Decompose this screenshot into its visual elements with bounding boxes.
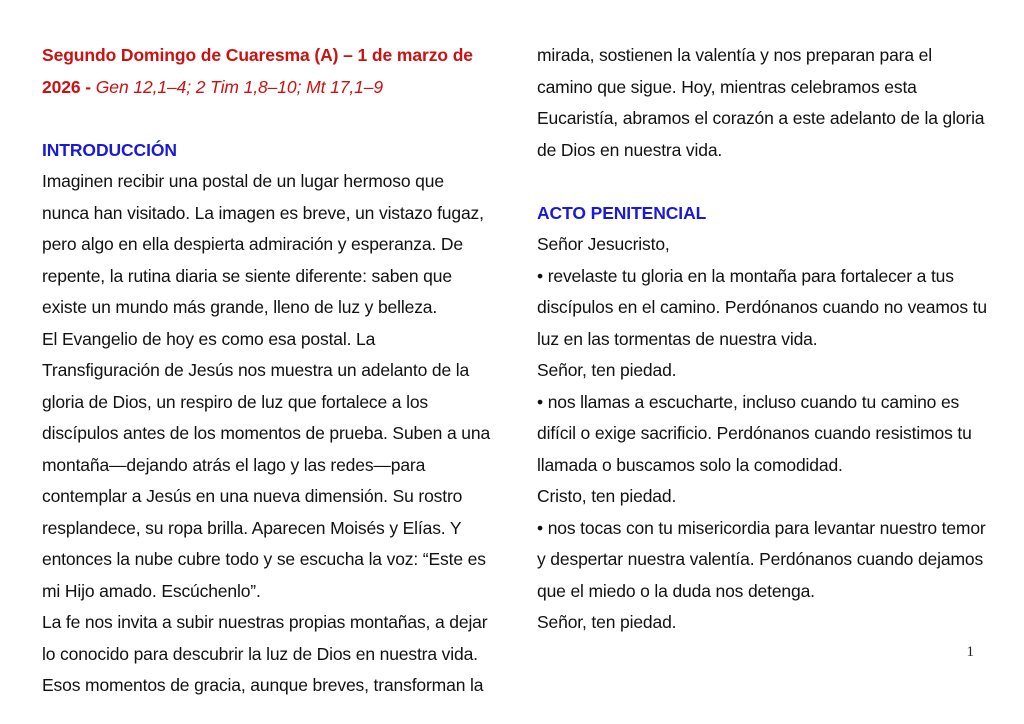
heading-introduccion: INTRODUCCIÓN [42,139,177,160]
petition-2-text: • nos llamas a escucharte, incluso cuando tu camino es difícil o exige sacrificio. Perdónanos cuando resistimos tu llamada o buscamos solo la comodidad. [537,391,977,475]
scripture-references: Gen 12,1–4; 2 Tim 1,8–10; Mt 17,1–9 [95,76,384,97]
left-column [42,40,495,702]
petition-3-response: Señor, ten piedad. [537,612,677,632]
right-column [537,40,992,639]
invocation-opening: Señor Jesucristo, [537,234,670,254]
title-gap-spacer [42,103,492,135]
petition-1-response: Señor, ten piedad. [537,360,677,380]
paragraph-introduccion-2: El Evangelio de hoy es como esa postal. La Transfiguración de Jesús nos muestra un adelanto de la gloria de Dios, un respiro de luz que fortalece a los discípulos antes de los momentos de prueba. Suben a una montaña—dejando atrás el lago y las redes—para contemplar a Jesús en una nueva dimensión. Su rostro resplandece, su ropa brilla. Aparecen Moisés y Elías. Y entonces la nube cubre todo y se escucha la voz: “Este es mi Hijo amado. Escúchenlo”. [42,328,495,601]
document-title [42,40,492,103]
paragraph-introduccion-continuation: mirada, sostienen la valentía y nos preparan para el camino que sigue. Hoy, mientras celebramos esta Eucaristía, abramos el corazón a este adelanto de la gloria de Dios en nuestra vida. [537,45,990,160]
petition-2-response: Cristo, ten piedad. [537,486,677,506]
page-number: 1 [966,644,974,660]
two-column-layout [42,40,992,702]
paragraph-introduccion-3: La fe nos invita a subir nuestras propias montañas, a dejar lo conocido para descubrir la luz de Dios en nuestra vida. Esos momentos de gracia, aunque breves, transforman la [42,612,493,695]
section-gap-spacer [537,166,987,198]
document-title-main: Segundo Domingo de Cuaresma (A) – 1 de marzo de 2026 - [42,45,473,97]
heading-acto-penitencial: ACTO PENITENCIAL [537,202,707,223]
petition-1-text: • revelaste tu gloria en la montaña para fortalecer a tus discípulos en el camino. Perdónanos cuando no veamos tu luz en las tormentas de nuestra vida. [537,265,992,349]
petition-3-text: • nos tocas con tu misericordia para levantar nuestro temor y despertar nuestra valentía. Perdónanos cuando dejamos que el miedo o la duda nos detenga. [537,517,991,601]
paragraph-introduccion-1: Imaginen recibir una postal de un lugar hermoso que nunca han visitado. La imagen es breve, un vistazo fugaz, pero algo en ella despierta admiración y esperanza. De repente, la rutina diaria se siente diferente: saben que existe un mundo más grande, lleno de luz y belleza. [42,171,489,317]
